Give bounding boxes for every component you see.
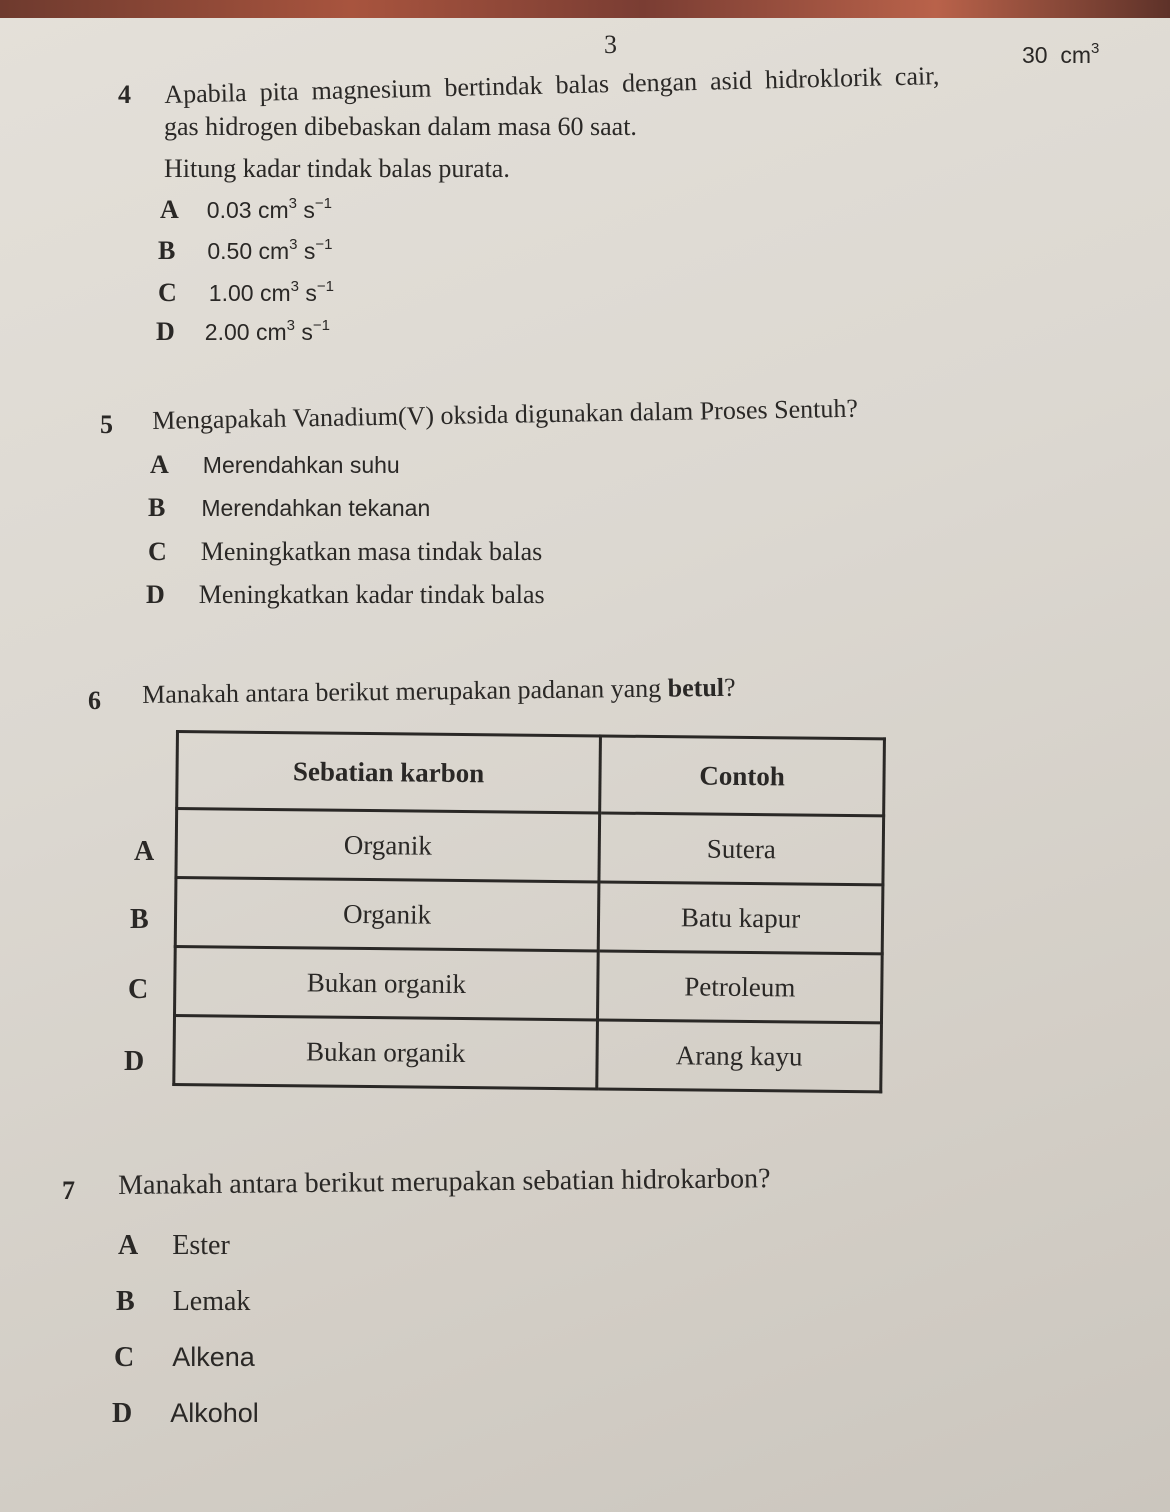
option-value: 0.03 $cm^3$ $s^{-1}$ xyxy=(206,195,332,223)
question-text: Manakah antara berikut merupakan padanan yang betul? xyxy=(142,672,736,709)
option-letter: B xyxy=(158,236,176,265)
option-c[interactable] xyxy=(158,278,334,308)
table-row[interactable] xyxy=(174,1016,882,1092)
row-letter-d[interactable]: D xyxy=(124,1046,145,1077)
option-d[interactable] xyxy=(156,317,330,347)
option-c[interactable] xyxy=(148,537,542,567)
option-text: Merendahkan suhu xyxy=(202,452,400,478)
option-value: 1.00 $cm^3$ $s^{-1}$ xyxy=(208,278,334,306)
question-number: 5 xyxy=(100,410,113,439)
option-b[interactable] xyxy=(158,236,333,266)
option-b[interactable] xyxy=(116,1286,250,1318)
option-letter: C xyxy=(148,537,167,566)
header-compound: Sebatian karbon xyxy=(177,732,601,813)
option-text: Alkohol xyxy=(170,1398,259,1428)
option-c[interactable] xyxy=(114,1342,255,1374)
option-a[interactable] xyxy=(160,195,332,225)
question-text-line2: gas hidrogen dibebaskan dalam masa 60 saat. xyxy=(164,112,637,141)
cell-example: Sutera xyxy=(599,813,884,885)
question-number: 6 xyxy=(88,686,101,715)
option-letter: A xyxy=(160,195,179,224)
option-text: Meningkatkan kadar tindak balas xyxy=(198,580,545,609)
question-text: Mengapakah Vanadium(V) oksida digunakan dalam Proses Sentuh? xyxy=(152,393,859,435)
option-letter: C xyxy=(114,1342,135,1373)
row-letter-b[interactable]: B xyxy=(130,904,149,935)
option-text: Ester xyxy=(172,1230,230,1261)
cell-compound: Organik xyxy=(176,809,600,882)
option-b[interactable] xyxy=(148,493,430,523)
question-text-line1: Apabila pita magnesium bertindak balas dengan asid hidroklorik cair, xyxy=(164,61,940,109)
option-letter: D xyxy=(146,580,165,609)
cell-compound: Bukan organik xyxy=(174,1016,598,1089)
row-letter-a[interactable]: A xyxy=(134,836,155,867)
option-text: Alkena xyxy=(172,1342,255,1372)
header-example: Contoh xyxy=(600,736,885,816)
option-text: Meningkatkan masa tindak balas xyxy=(200,537,543,566)
cell-example: Arang kayu xyxy=(597,1020,882,1092)
matching-table xyxy=(172,730,886,1093)
table-row[interactable] xyxy=(175,878,883,954)
option-letter: D xyxy=(112,1398,133,1429)
page-number: 3 xyxy=(604,30,617,59)
cell-compound: Organik xyxy=(175,878,599,951)
option-text: Merendahkan tekanan xyxy=(201,495,431,521)
table-header-row xyxy=(177,732,885,816)
question-number: 4 xyxy=(118,80,131,109)
option-a[interactable] xyxy=(118,1230,230,1262)
option-letter: C xyxy=(158,278,177,307)
cell-example: Batu kapur xyxy=(598,882,883,954)
option-d[interactable] xyxy=(146,580,545,610)
option-letter: B xyxy=(148,493,166,522)
question-prompt: Hitung kadar tindak balas purata. xyxy=(164,154,510,183)
option-letter: B xyxy=(116,1286,135,1317)
option-a[interactable] xyxy=(150,450,400,480)
cell-compound: Bukan organik xyxy=(175,947,599,1020)
background-fabric xyxy=(0,0,1170,18)
row-letter-c[interactable]: C xyxy=(128,974,149,1005)
option-letter: D xyxy=(156,317,175,346)
cell-example: Petroleum xyxy=(598,951,883,1023)
option-letter: A xyxy=(118,1230,139,1261)
option-letter: A xyxy=(150,450,169,479)
table-row[interactable] xyxy=(176,809,884,885)
option-text: Lemak xyxy=(172,1286,251,1317)
table-row[interactable] xyxy=(175,947,883,1023)
volume-value: 30 $cm^3$ xyxy=(1022,40,1100,68)
option-value: 2.00 $cm^3$ $s^{-1}$ xyxy=(204,317,330,345)
option-d[interactable] xyxy=(112,1398,259,1430)
question-number: 7 xyxy=(62,1176,75,1205)
question-text: Manakah antara berikut merupakan sebatian hidrokarbon? xyxy=(118,1163,771,1201)
option-value: 0.50 $cm^3$ $s^{-1}$ xyxy=(207,236,333,264)
